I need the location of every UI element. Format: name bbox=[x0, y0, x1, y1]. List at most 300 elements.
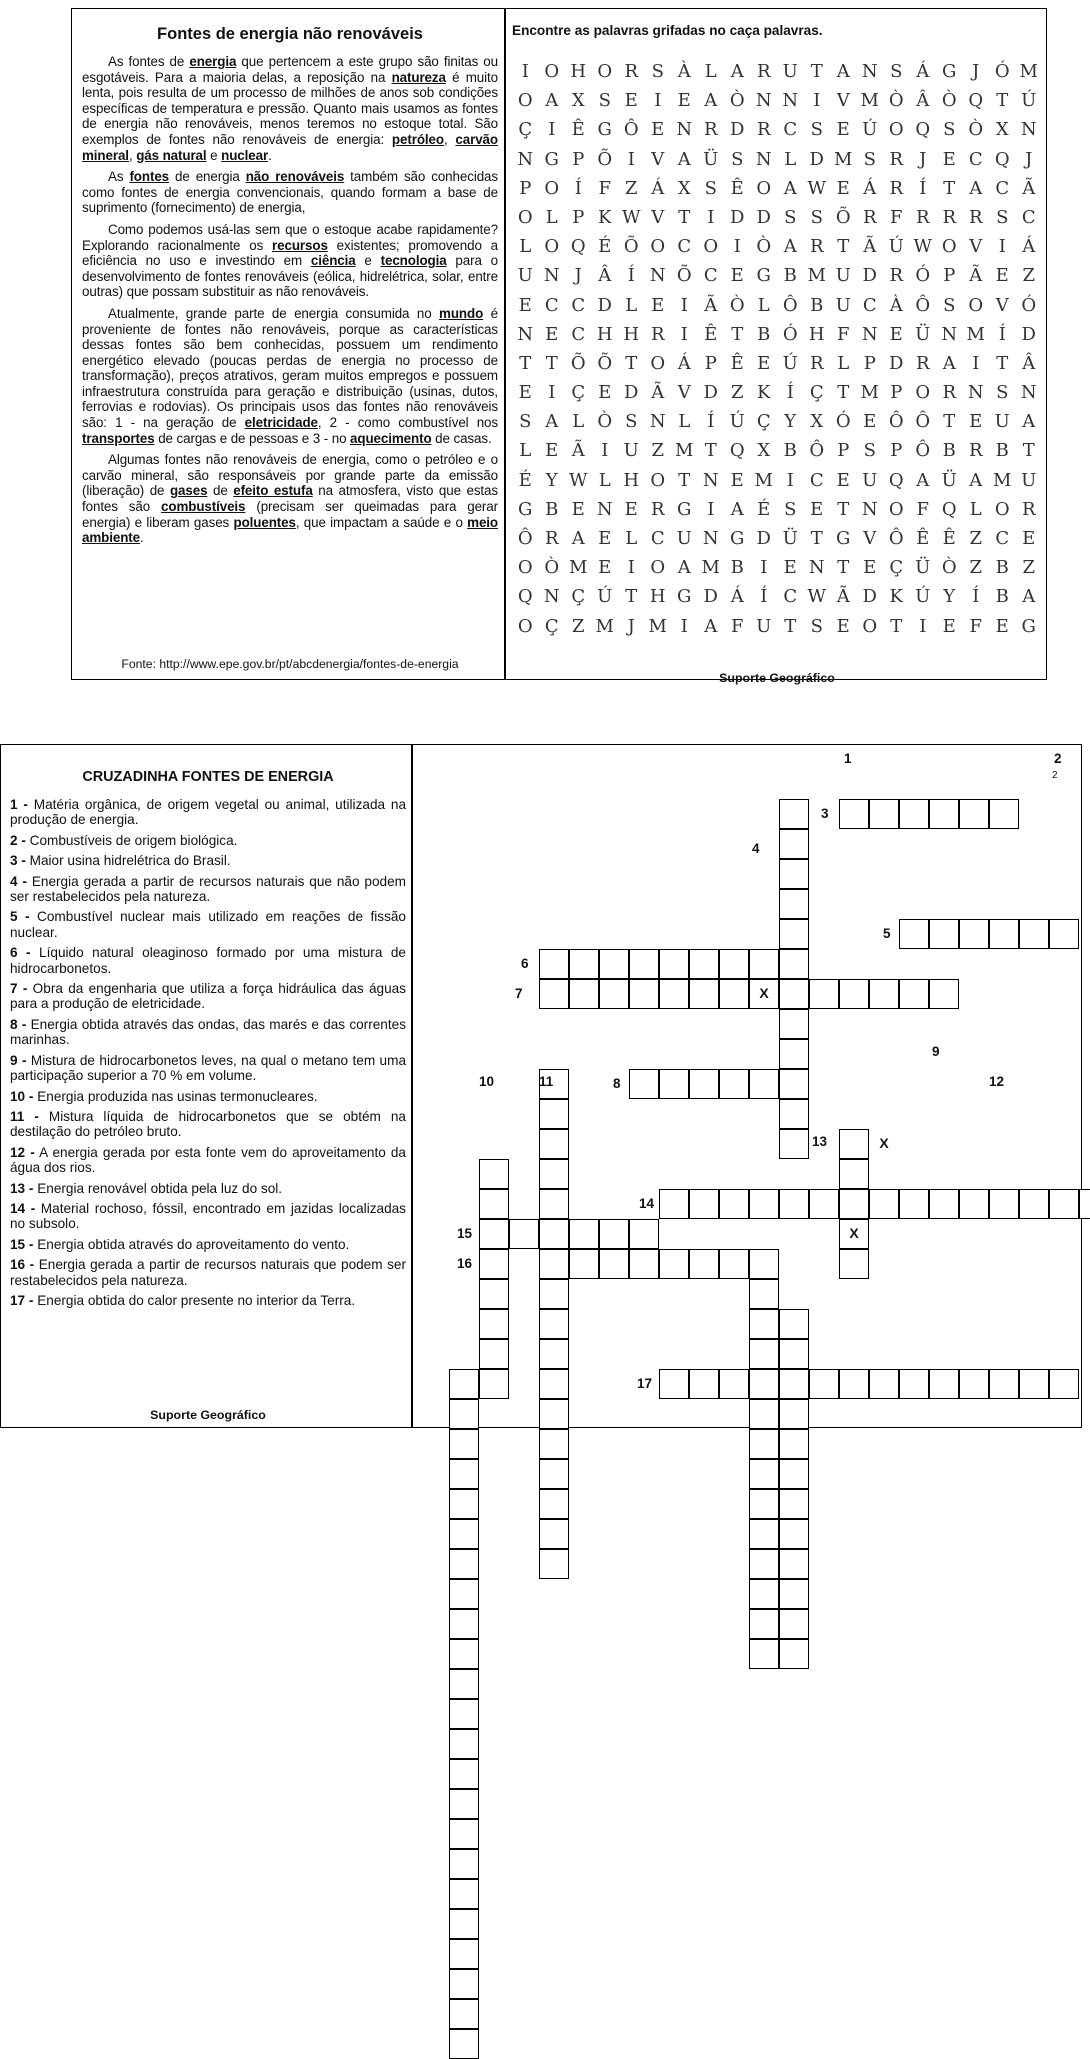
wordsearch-letter[interactable]: G bbox=[544, 148, 559, 170]
crossword-cell[interactable] bbox=[749, 1609, 779, 1639]
crossword-cell[interactable] bbox=[929, 979, 959, 1009]
wordsearch-letter[interactable]: E bbox=[677, 90, 691, 112]
wordsearch-letter[interactable]: I bbox=[919, 615, 927, 637]
crossword-cell[interactable] bbox=[629, 979, 659, 1009]
wordsearch-letter[interactable]: U bbox=[782, 61, 798, 82]
crossword-cell[interactable] bbox=[959, 919, 989, 949]
crossword-cell[interactable] bbox=[779, 829, 809, 859]
wordsearch-letter[interactable]: I bbox=[680, 615, 688, 637]
wordsearch-letter[interactable]: C bbox=[703, 265, 718, 287]
wordsearch-letter[interactable]: G bbox=[1021, 615, 1036, 637]
wordsearch-letter[interactable]: S bbox=[784, 498, 797, 520]
wordsearch-letter[interactable]: N bbox=[543, 265, 560, 287]
wordsearch-letter[interactable]: V bbox=[651, 148, 665, 170]
wordsearch-letter[interactable]: J bbox=[1025, 148, 1033, 170]
wordsearch-letter[interactable]: B bbox=[810, 294, 824, 316]
wordsearch-letter[interactable]: L bbox=[519, 440, 532, 462]
wordsearch-letter[interactable]: S bbox=[731, 148, 744, 170]
wordsearch-letter[interactable]: Í bbox=[972, 586, 980, 608]
wordsearch-letter[interactable]: E bbox=[836, 177, 850, 199]
wordsearch-letter[interactable]: X bbox=[757, 440, 771, 462]
wordsearch-letter[interactable]: L bbox=[519, 236, 532, 258]
wordsearch-letter[interactable]: D bbox=[756, 528, 771, 549]
wordsearch-letter[interactable]: Ã bbox=[836, 586, 850, 608]
wordsearch-letter[interactable]: U bbox=[862, 469, 878, 491]
crossword-cell[interactable] bbox=[449, 1549, 479, 1579]
wordsearch-letter[interactable]: À bbox=[889, 294, 903, 316]
crossword-cell[interactable] bbox=[479, 1339, 509, 1369]
crossword-cell[interactable] bbox=[749, 1069, 779, 1099]
wordsearch-letter[interactable]: B bbox=[783, 440, 797, 462]
wordsearch-letter[interactable]: A bbox=[545, 90, 559, 112]
wordsearch-letter[interactable]: C bbox=[1021, 206, 1036, 228]
wordsearch-letter[interactable]: Q bbox=[517, 586, 533, 608]
crossword-cell[interactable] bbox=[449, 1789, 479, 1819]
wordsearch-letter[interactable]: Z bbox=[730, 382, 744, 404]
wordsearch-letter[interactable]: N bbox=[543, 586, 560, 608]
wordsearch-letter[interactable]: C bbox=[995, 528, 1010, 549]
wordsearch-letter[interactable]: D bbox=[756, 206, 771, 228]
wordsearch-letter[interactable]: I bbox=[813, 90, 821, 112]
crossword-cell[interactable] bbox=[509, 1219, 539, 1249]
crossword-cell[interactable] bbox=[539, 1489, 569, 1519]
wordsearch-letter[interactable]: E bbox=[836, 469, 850, 491]
wordsearch-letter[interactable]: T bbox=[810, 528, 823, 549]
wordsearch-letter[interactable]: Q bbox=[941, 498, 957, 520]
wordsearch-letter[interactable]: R bbox=[889, 148, 904, 170]
crossword-cell[interactable] bbox=[779, 1609, 809, 1639]
wordsearch-letter[interactable]: L bbox=[969, 498, 982, 520]
wordsearch-letter[interactable]: A bbox=[916, 469, 930, 491]
crossword-cell[interactable] bbox=[779, 1459, 809, 1489]
wordsearch-letter[interactable]: C bbox=[783, 586, 798, 608]
wordsearch-letter[interactable]: Á bbox=[651, 177, 665, 199]
wordsearch-letter[interactable]: Ã bbox=[969, 265, 983, 287]
wordsearch-letter[interactable]: S bbox=[810, 206, 823, 228]
wordsearch-letter[interactable]: T bbox=[625, 586, 638, 608]
wordsearch-letter[interactable]: E bbox=[624, 498, 638, 520]
wordsearch-letter[interactable]: Ã bbox=[1022, 177, 1036, 199]
crossword-cell[interactable] bbox=[449, 1999, 479, 2029]
wordsearch-letter[interactable]: Ã bbox=[571, 440, 585, 462]
wordsearch-letter[interactable]: Õ bbox=[597, 352, 613, 374]
wordsearch-letter[interactable]: Q bbox=[888, 469, 904, 491]
wordsearch-letter[interactable]: A bbox=[783, 177, 797, 199]
wordsearch-letter[interactable]: N bbox=[702, 469, 719, 491]
wordsearch-letter[interactable]: E bbox=[942, 148, 956, 170]
wordsearch-letter[interactable]: Ô bbox=[623, 119, 639, 141]
wordsearch-letter[interactable]: Ú bbox=[597, 586, 613, 608]
crossword-cell[interactable] bbox=[779, 949, 809, 979]
crossword-cell[interactable] bbox=[899, 1369, 929, 1399]
crossword-cell[interactable] bbox=[539, 949, 569, 979]
wordsearch-letter[interactable]: N bbox=[782, 90, 799, 112]
wordsearch-letter[interactable]: E bbox=[651, 294, 665, 316]
wordsearch-letter[interactable]: F bbox=[969, 615, 982, 637]
wordsearch-letter[interactable]: N bbox=[649, 265, 666, 287]
crossword-cell[interactable] bbox=[719, 949, 749, 979]
crossword-cell[interactable] bbox=[749, 1579, 779, 1609]
crossword-cell[interactable] bbox=[689, 1069, 719, 1099]
wordsearch-letter[interactable]: O bbox=[544, 236, 560, 258]
wordsearch-letter[interactable]: E bbox=[730, 469, 744, 491]
wordsearch-letter[interactable]: Õ bbox=[835, 206, 851, 228]
crossword-cell[interactable] bbox=[869, 799, 899, 829]
wordsearch-letter[interactable]: J bbox=[627, 615, 635, 637]
wordsearch-letter[interactable]: S bbox=[996, 206, 1009, 228]
crossword-cell[interactable] bbox=[779, 1339, 809, 1369]
wordsearch-letter[interactable]: O bbox=[862, 615, 878, 637]
wordsearch-letter[interactable]: H bbox=[649, 586, 666, 608]
wordsearch-letter[interactable]: Q bbox=[968, 90, 984, 112]
crossword-cell[interactable] bbox=[449, 1399, 479, 1429]
crossword-cell[interactable] bbox=[539, 1129, 569, 1159]
crossword-cell[interactable] bbox=[1019, 1189, 1049, 1219]
crossword-cell[interactable] bbox=[779, 1309, 809, 1339]
wordsearch-letter[interactable]: N bbox=[517, 323, 534, 345]
crossword-cell[interactable] bbox=[449, 1909, 479, 1939]
wordsearch-letter[interactable]: O bbox=[915, 382, 931, 404]
wordsearch-letter[interactable]: Ü bbox=[915, 323, 931, 345]
crossword-cell[interactable] bbox=[479, 1249, 509, 1279]
crossword-cell[interactable] bbox=[989, 1369, 1019, 1399]
wordsearch-letter[interactable]: F bbox=[890, 206, 903, 228]
wordsearch-letter[interactable]: E bbox=[863, 557, 877, 579]
wordsearch-letter[interactable]: Á bbox=[677, 352, 691, 374]
crossword-cell[interactable] bbox=[989, 799, 1019, 829]
wordsearch-letter[interactable]: E bbox=[518, 294, 532, 316]
crossword-cell[interactable] bbox=[749, 1189, 779, 1219]
wordsearch-letter[interactable]: T bbox=[837, 557, 850, 579]
wordsearch-letter[interactable]: R bbox=[889, 265, 904, 287]
wordsearch-letter[interactable]: A bbox=[942, 352, 956, 374]
wordsearch-letter[interactable]: N bbox=[702, 528, 719, 549]
wordsearch-letter[interactable]: V bbox=[651, 206, 665, 228]
wordsearch-letter[interactable]: R bbox=[942, 206, 957, 228]
wordsearch-letter[interactable]: X bbox=[995, 119, 1009, 141]
wordsearch-letter[interactable]: E bbox=[863, 411, 877, 433]
wordsearch-letter[interactable]: Ü bbox=[782, 528, 798, 549]
crossword-cell[interactable] bbox=[449, 1849, 479, 1879]
crossword-cell[interactable] bbox=[659, 1249, 689, 1279]
crossword-cell[interactable] bbox=[449, 1459, 479, 1489]
wordsearch-letter[interactable]: L bbox=[625, 294, 638, 316]
crossword-cell[interactable] bbox=[809, 1369, 839, 1399]
wordsearch-letter[interactable]: T bbox=[784, 615, 797, 637]
wordsearch-letter[interactable]: O bbox=[756, 177, 772, 199]
wordsearch-letter[interactable]: Y bbox=[784, 411, 797, 433]
crossword-cell[interactable] bbox=[629, 1249, 659, 1279]
wordsearch-letter[interactable]: O bbox=[650, 557, 666, 579]
wordsearch-letter[interactable]: I bbox=[521, 61, 529, 82]
wordsearch-letter[interactable]: M bbox=[860, 90, 879, 112]
wordsearch-letter[interactable]: S bbox=[863, 440, 876, 462]
wordsearch-letter[interactable]: V bbox=[969, 236, 983, 258]
wordsearch-letter[interactable]: O bbox=[650, 469, 666, 491]
wordsearch-letter[interactable]: S bbox=[651, 61, 664, 82]
wordsearch-letter[interactable]: R bbox=[968, 206, 983, 228]
crossword-cell[interactable] bbox=[779, 1189, 809, 1219]
crossword-cell[interactable] bbox=[749, 1399, 779, 1429]
wordsearch-letter[interactable]: P bbox=[572, 148, 585, 170]
crossword-cell[interactable] bbox=[779, 1399, 809, 1429]
crossword-cell[interactable] bbox=[1019, 1369, 1049, 1399]
wordsearch-letter[interactable]: I bbox=[548, 119, 556, 141]
wordsearch-letter[interactable]: Y bbox=[545, 469, 558, 491]
wordsearch-letter[interactable]: U bbox=[1021, 469, 1037, 491]
wordsearch-letter[interactable]: À bbox=[677, 61, 691, 82]
wordsearch-letter[interactable]: R bbox=[968, 440, 983, 462]
wordsearch-letter[interactable]: S bbox=[625, 411, 638, 433]
wordsearch-letter[interactable]: U bbox=[835, 265, 851, 287]
wordsearch-letter[interactable]: Q bbox=[994, 148, 1010, 170]
wordsearch-letter[interactable]: B bbox=[757, 323, 771, 345]
crossword-cell[interactable] bbox=[959, 1189, 989, 1219]
crossword-cell[interactable] bbox=[779, 979, 809, 1009]
crossword-cell[interactable] bbox=[959, 1369, 989, 1399]
wordsearch-letter[interactable]: S bbox=[810, 615, 823, 637]
wordsearch-letter[interactable]: E bbox=[518, 382, 532, 404]
wordsearch-letter[interactable]: N bbox=[649, 411, 666, 433]
wordsearch-letter[interactable]: A bbox=[969, 469, 983, 491]
crossword-cell[interactable] bbox=[929, 1369, 959, 1399]
wordsearch-letter[interactable]: Ú bbox=[782, 352, 798, 374]
crossword-cell[interactable] bbox=[449, 1939, 479, 1969]
crossword-cell[interactable] bbox=[809, 1189, 839, 1219]
crossword-cell[interactable] bbox=[689, 949, 719, 979]
wordsearch-letter[interactable]: N bbox=[755, 148, 772, 170]
crossword-cell[interactable] bbox=[959, 799, 989, 829]
wordsearch-letter[interactable]: Ç bbox=[571, 586, 586, 608]
wordsearch-letter[interactable]: I bbox=[548, 382, 556, 404]
crossword-cell[interactable] bbox=[779, 859, 809, 889]
crossword-cell[interactable] bbox=[539, 1279, 569, 1309]
wordsearch-letter[interactable]: Ó bbox=[782, 323, 798, 345]
wordsearch-letter[interactable]: É bbox=[757, 498, 771, 520]
wordsearch-letter[interactable]: A bbox=[571, 528, 585, 549]
wordsearch-letter[interactable]: Ã bbox=[863, 236, 877, 258]
crossword-cell[interactable] bbox=[629, 949, 659, 979]
wordsearch-letter[interactable]: W bbox=[621, 206, 641, 228]
crossword-cell[interactable] bbox=[1079, 1189, 1090, 1219]
wordsearch-letter[interactable]: M bbox=[569, 557, 588, 579]
crossword-cell[interactable] bbox=[779, 799, 809, 829]
wordsearch-letter[interactable]: Ü bbox=[941, 469, 957, 491]
crossword-cell[interactable] bbox=[779, 1489, 809, 1519]
wordsearch-letter[interactable]: E bbox=[810, 498, 824, 520]
wordsearch-letter[interactable]: A bbox=[730, 61, 744, 82]
wordsearch-letter[interactable]: F bbox=[916, 498, 929, 520]
crossword-cell[interactable] bbox=[839, 1369, 869, 1399]
wordsearch-letter[interactable]: E bbox=[651, 119, 665, 141]
wordsearch-letter[interactable]: Ó bbox=[915, 265, 931, 287]
wordsearch-letter[interactable]: G bbox=[730, 528, 745, 549]
wordsearch-letter[interactable]: Õ bbox=[623, 236, 639, 258]
wordsearch-letter[interactable]: Õ bbox=[676, 265, 692, 287]
crossword-cell[interactable] bbox=[449, 1729, 479, 1759]
crossword-cell[interactable] bbox=[449, 1369, 479, 1399]
wordsearch-letter[interactable]: I bbox=[654, 90, 662, 112]
crossword-cell[interactable] bbox=[869, 1369, 899, 1399]
wordsearch-letter[interactable]: S bbox=[996, 382, 1009, 404]
wordsearch-letter[interactable]: N bbox=[967, 382, 984, 404]
wordsearch-letter[interactable]: D bbox=[597, 294, 612, 316]
wordsearch-letter[interactable]: S bbox=[810, 119, 823, 141]
wordsearch-letter[interactable]: M bbox=[675, 440, 694, 462]
wordsearch-letter[interactable]: O bbox=[517, 90, 533, 112]
wordsearch-letter[interactable]: T bbox=[731, 323, 744, 345]
crossword-cell[interactable] bbox=[449, 1969, 479, 1999]
wordsearch-letter[interactable]: V bbox=[995, 294, 1009, 316]
wordsearch-letter[interactable]: A bbox=[1022, 586, 1036, 608]
wordsearch-letter[interactable]: K bbox=[598, 206, 612, 228]
wordsearch-letter[interactable]: B bbox=[995, 440, 1009, 462]
wordsearch-letter[interactable]: E bbox=[1022, 528, 1036, 549]
wordsearch-letter[interactable]: E bbox=[624, 90, 638, 112]
wordsearch-letter[interactable]: A bbox=[969, 177, 983, 199]
wordsearch-letter[interactable]: Z bbox=[624, 177, 638, 199]
wordsearch-letter[interactable]: D bbox=[730, 206, 745, 228]
wordsearch-letter[interactable]: S bbox=[943, 294, 956, 316]
wordsearch-letter[interactable]: T bbox=[837, 498, 850, 520]
wordsearch-letter[interactable]: M bbox=[834, 148, 853, 170]
wordsearch-letter[interactable]: Ç bbox=[809, 382, 824, 404]
wordsearch-letter[interactable]: Ò bbox=[597, 411, 613, 433]
wordsearch-letter[interactable]: D bbox=[862, 265, 877, 287]
crossword-cell[interactable] bbox=[779, 1429, 809, 1459]
crossword-cell[interactable] bbox=[869, 979, 899, 1009]
crossword-cell[interactable] bbox=[1049, 1189, 1079, 1219]
wordsearch-letter[interactable]: A bbox=[677, 148, 691, 170]
crossword-cell[interactable] bbox=[839, 1129, 869, 1159]
crossword-cell[interactable] bbox=[929, 1189, 959, 1219]
wordsearch-letter[interactable]: M bbox=[807, 265, 826, 287]
crossword-cell[interactable] bbox=[659, 1189, 689, 1219]
wordsearch-letter[interactable]: T bbox=[810, 61, 823, 82]
crossword-cell[interactable] bbox=[749, 1279, 779, 1309]
wordsearch-letter[interactable]: Ò bbox=[968, 119, 984, 141]
crossword-cell[interactable] bbox=[719, 1069, 749, 1099]
crossword-cell[interactable] bbox=[539, 1339, 569, 1369]
wordsearch-letter[interactable]: S bbox=[943, 119, 956, 141]
wordsearch-letter[interactable]: O bbox=[650, 352, 666, 374]
wordsearch-letter[interactable]: N bbox=[596, 498, 613, 520]
crossword-cell[interactable] bbox=[569, 1219, 599, 1249]
wordsearch-letter[interactable]: Í bbox=[919, 177, 927, 199]
crossword-cell[interactable] bbox=[689, 1249, 719, 1279]
wordsearch-letter[interactable]: U bbox=[623, 440, 639, 462]
crossword-cell[interactable] bbox=[539, 1219, 569, 1249]
wordsearch-letter[interactable]: Ç bbox=[544, 615, 559, 637]
wordsearch-letter[interactable]: W bbox=[913, 236, 932, 258]
crossword-cell[interactable] bbox=[599, 979, 629, 1009]
wordsearch-letter[interactable]: O bbox=[517, 557, 533, 579]
wordsearch-letter[interactable]: E bbox=[757, 352, 771, 374]
wordsearch-letter[interactable]: Ê bbox=[730, 177, 744, 199]
wordsearch-letter[interactable]: R bbox=[544, 528, 559, 549]
wordsearch-letter[interactable]: Ê bbox=[571, 119, 585, 141]
wordsearch-letter[interactable]: T bbox=[996, 90, 1009, 112]
crossword-cell[interactable] bbox=[449, 1759, 479, 1789]
crossword-cell[interactable] bbox=[659, 949, 689, 979]
wordsearch-letter[interactable]: É bbox=[518, 469, 532, 491]
wordsearch-grid[interactable] bbox=[512, 57, 1042, 641]
wordsearch-letter[interactable]: Ü bbox=[915, 557, 931, 579]
crossword-cell[interactable] bbox=[449, 1579, 479, 1609]
wordsearch-letter[interactable]: I bbox=[972, 352, 980, 374]
wordsearch-letter[interactable]: Í bbox=[998, 323, 1006, 345]
crossword-cell[interactable] bbox=[839, 1159, 869, 1189]
wordsearch-letter[interactable]: C bbox=[783, 119, 798, 141]
crossword-cell[interactable] bbox=[539, 979, 569, 1009]
crossword-cell[interactable] bbox=[449, 1819, 479, 1849]
crossword-cell[interactable] bbox=[749, 949, 779, 979]
wordsearch-letter[interactable]: J bbox=[919, 148, 927, 170]
wordsearch-letter[interactable]: A bbox=[704, 90, 718, 112]
wordsearch-letter[interactable]: G bbox=[677, 498, 692, 520]
wordsearch-letter[interactable]: Ô bbox=[915, 294, 931, 316]
crossword-cell[interactable] bbox=[749, 1489, 779, 1519]
wordsearch-letter[interactable]: T bbox=[890, 615, 903, 637]
wordsearch-letter[interactable]: L bbox=[625, 528, 638, 549]
wordsearch-letter[interactable]: Ú bbox=[1021, 90, 1037, 112]
wordsearch-letter[interactable]: O bbox=[517, 615, 533, 637]
wordsearch-letter[interactable]: S bbox=[784, 206, 797, 228]
crossword-cell[interactable] bbox=[749, 1519, 779, 1549]
crossword-cell[interactable] bbox=[719, 1189, 749, 1219]
crossword-cell[interactable] bbox=[449, 1879, 479, 1909]
wordsearch-letter[interactable]: A bbox=[677, 557, 691, 579]
wordsearch-letter[interactable]: Ó bbox=[835, 411, 851, 433]
wordsearch-letter[interactable]: O bbox=[888, 498, 904, 520]
crossword-cell[interactable] bbox=[749, 1549, 779, 1579]
wordsearch-letter[interactable]: Ô bbox=[782, 294, 798, 316]
wordsearch-letter[interactable]: Â bbox=[1022, 352, 1036, 374]
wordsearch-letter[interactable]: U bbox=[835, 294, 851, 316]
wordsearch-letter[interactable]: X bbox=[810, 411, 824, 433]
crossword-cell[interactable] bbox=[659, 979, 689, 1009]
wordsearch-letter[interactable]: Ç bbox=[756, 411, 771, 433]
crossword-cell[interactable] bbox=[779, 1069, 809, 1099]
crossword-cell[interactable] bbox=[539, 1369, 569, 1399]
wordsearch-letter[interactable]: E bbox=[598, 382, 612, 404]
crossword-cell[interactable] bbox=[749, 1429, 779, 1459]
crossword-cell[interactable] bbox=[749, 1309, 779, 1339]
crossword-cell[interactable] bbox=[539, 1399, 569, 1429]
wordsearch-letter[interactable]: I bbox=[627, 148, 635, 170]
crossword-cell[interactable] bbox=[479, 1279, 509, 1309]
wordsearch-letter[interactable]: Õ bbox=[570, 352, 586, 374]
wordsearch-letter[interactable]: T bbox=[837, 236, 850, 258]
crossword-cell[interactable] bbox=[479, 1189, 509, 1219]
wordsearch-letter[interactable]: I bbox=[680, 294, 688, 316]
wordsearch-letter[interactable]: F bbox=[837, 323, 850, 345]
crossword-cell[interactable] bbox=[749, 1369, 779, 1399]
wordsearch-letter[interactable]: Z bbox=[571, 615, 585, 637]
wordsearch-letter[interactable]: W bbox=[807, 586, 826, 608]
wordsearch-letter[interactable]: C bbox=[677, 236, 692, 258]
wordsearch-letter[interactable]: R bbox=[756, 61, 771, 82]
crossword-cell[interactable] bbox=[779, 889, 809, 919]
wordsearch-letter[interactable]: Í bbox=[760, 586, 768, 608]
wordsearch-letter[interactable]: Ò bbox=[756, 236, 772, 258]
wordsearch-letter[interactable]: Ô bbox=[915, 411, 931, 433]
wordsearch-letter[interactable]: N bbox=[861, 498, 878, 520]
crossword-cell[interactable] bbox=[899, 919, 929, 949]
wordsearch-letter[interactable]: I bbox=[707, 206, 715, 228]
wordsearch-letter[interactable]: S bbox=[598, 90, 611, 112]
wordsearch-letter[interactable]: P bbox=[837, 440, 850, 462]
